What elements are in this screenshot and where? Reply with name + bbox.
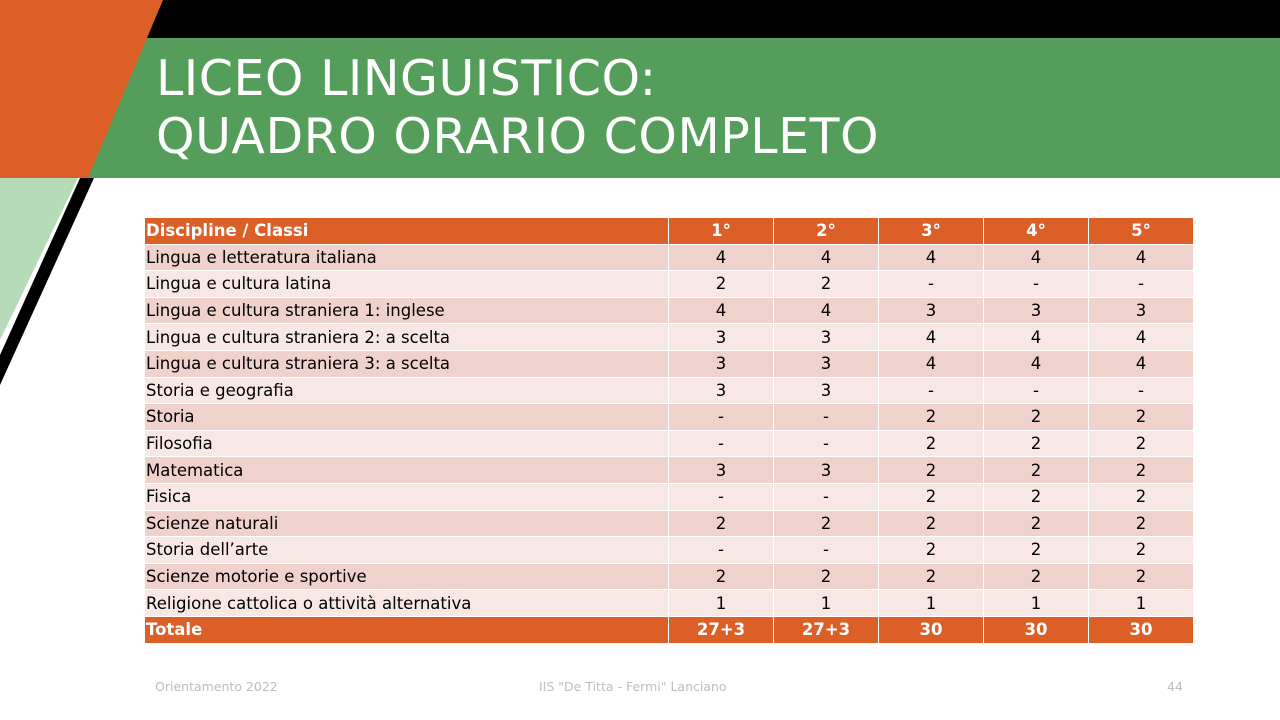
light-green-wedge xyxy=(0,178,78,340)
hours-cell: 2 xyxy=(669,510,774,537)
hours-cell: 2 xyxy=(1089,537,1194,564)
hours-cell: 2 xyxy=(879,404,984,431)
table-row xyxy=(145,297,1194,324)
hours-cell: 2 xyxy=(1089,563,1194,590)
subject-cell: Fisica xyxy=(145,483,669,510)
slide-title-line2: QUADRO ORARIO COMPLETO xyxy=(156,108,880,165)
hours-cell: 3 xyxy=(669,457,774,484)
hours-cell: - xyxy=(669,483,774,510)
slide-title xyxy=(156,50,879,166)
hours-cell: - xyxy=(669,404,774,431)
table-row xyxy=(145,457,1194,484)
hours-cell: 3 xyxy=(774,350,879,377)
footer-left: Orientamento 2022 xyxy=(155,679,278,694)
hours-cell: 2 xyxy=(1089,510,1194,537)
slide-title-line1: LICEO LINGUISTICO: xyxy=(156,50,657,107)
hours-cell: 4 xyxy=(879,350,984,377)
hours-cell: 3 xyxy=(774,377,879,404)
hours-cell: - xyxy=(774,483,879,510)
table-row xyxy=(145,324,1194,351)
header-class-1: 1° xyxy=(669,218,774,245)
hours-cell: 4 xyxy=(669,244,774,271)
hours-cell: 2 xyxy=(879,457,984,484)
table-header-row xyxy=(145,218,1194,245)
table-row xyxy=(145,377,1194,404)
hours-cell: 1 xyxy=(774,590,879,617)
table-row xyxy=(145,244,1194,271)
header-class-2: 2° xyxy=(774,218,879,245)
footer-center: IIS "De Titta - Fermi" Lanciano xyxy=(539,679,727,694)
subject-cell: Matematica xyxy=(145,457,669,484)
hours-cell: - xyxy=(984,377,1089,404)
subject-cell: Religione cattolica o attività alternativa xyxy=(145,590,669,617)
hours-cell: 2 xyxy=(984,483,1089,510)
hours-cell: 4 xyxy=(774,297,879,324)
total-row xyxy=(145,616,1194,643)
hours-cell: 1 xyxy=(879,590,984,617)
header-class-5: 5° xyxy=(1089,218,1194,245)
hours-cell: 1 xyxy=(1089,590,1194,617)
slide-number: 44 xyxy=(1167,679,1183,694)
header-class-4: 4° xyxy=(984,218,1089,245)
hours-cell: 2 xyxy=(669,563,774,590)
hours-cell: 3 xyxy=(669,350,774,377)
total-class-2: 27+3 xyxy=(774,616,879,643)
table-row xyxy=(145,483,1194,510)
header-disciplines: Discipline / Classi xyxy=(145,218,669,245)
table-row xyxy=(145,510,1194,537)
hours-cell: 3 xyxy=(1089,297,1194,324)
hours-cell: - xyxy=(1089,271,1194,298)
hours-cell: 2 xyxy=(879,430,984,457)
hours-cell: - xyxy=(774,537,879,564)
table-row xyxy=(145,350,1194,377)
hours-cell: 3 xyxy=(669,377,774,404)
subject-cell: Scienze naturali xyxy=(145,510,669,537)
hours-cell: 2 xyxy=(774,271,879,298)
hours-cell: 2 xyxy=(984,457,1089,484)
table-row xyxy=(145,537,1194,564)
hours-cell: 2 xyxy=(879,483,984,510)
hours-cell: 3 xyxy=(774,324,879,351)
subject-cell: Lingua e cultura straniera 3: a scelta xyxy=(145,350,669,377)
subject-cell: Storia xyxy=(145,404,669,431)
hours-cell: - xyxy=(1089,377,1194,404)
subject-cell: Lingua e letteratura italiana xyxy=(145,244,669,271)
hours-cell: 2 xyxy=(774,510,879,537)
hours-cell: 4 xyxy=(1089,350,1194,377)
hours-cell: - xyxy=(669,537,774,564)
hours-cell: 4 xyxy=(879,324,984,351)
hours-cell: 2 xyxy=(879,563,984,590)
hours-cell: 2 xyxy=(1089,457,1194,484)
hours-cell: 4 xyxy=(1089,324,1194,351)
subject-cell: Scienze motorie e sportive xyxy=(145,563,669,590)
hours-cell: 4 xyxy=(879,244,984,271)
subject-cell: Lingua e cultura straniera 1: inglese xyxy=(145,297,669,324)
hours-cell: 4 xyxy=(984,324,1089,351)
hours-cell: - xyxy=(879,377,984,404)
header-class-3: 3° xyxy=(879,218,984,245)
hours-cell: 3 xyxy=(774,457,879,484)
table-row xyxy=(145,271,1194,298)
total-class-5: 30 xyxy=(1089,616,1194,643)
total-class-4: 30 xyxy=(984,616,1089,643)
table-body xyxy=(145,244,1194,616)
hours-cell: 2 xyxy=(774,563,879,590)
subject-cell: Storia dell’arte xyxy=(145,537,669,564)
total-class-1: 27+3 xyxy=(669,616,774,643)
table-row xyxy=(145,430,1194,457)
hours-cell: 2 xyxy=(1089,404,1194,431)
table-row xyxy=(145,590,1194,617)
hours-cell: 2 xyxy=(984,537,1089,564)
hours-cell: 4 xyxy=(1089,244,1194,271)
schedule-table xyxy=(144,217,1194,644)
table-row xyxy=(145,404,1194,431)
hours-cell: 1 xyxy=(669,590,774,617)
hours-cell: - xyxy=(984,271,1089,298)
hours-cell: - xyxy=(774,430,879,457)
top-black-bar xyxy=(0,0,1280,38)
hours-cell: 2 xyxy=(984,563,1089,590)
hours-cell: 4 xyxy=(774,244,879,271)
hours-cell: 2 xyxy=(669,271,774,298)
subject-cell: Lingua e cultura latina xyxy=(145,271,669,298)
hours-cell: 2 xyxy=(879,537,984,564)
hours-cell: 2 xyxy=(984,510,1089,537)
hours-cell: 2 xyxy=(984,430,1089,457)
hours-cell: 2 xyxy=(1089,430,1194,457)
total-label: Totale xyxy=(145,616,669,643)
hours-cell: 4 xyxy=(669,297,774,324)
hours-cell: - xyxy=(774,404,879,431)
hours-cell: 2 xyxy=(984,404,1089,431)
subject-cell: Filosofia xyxy=(145,430,669,457)
subject-cell: Lingua e cultura straniera 2: a scelta xyxy=(145,324,669,351)
hours-cell: 4 xyxy=(984,350,1089,377)
hours-cell: 1 xyxy=(984,590,1089,617)
table-row xyxy=(145,563,1194,590)
hours-cell: 2 xyxy=(1089,483,1194,510)
subject-cell: Storia e geografia xyxy=(145,377,669,404)
hours-cell: 3 xyxy=(879,297,984,324)
hours-cell: 4 xyxy=(984,244,1089,271)
total-class-3: 30 xyxy=(879,616,984,643)
hours-cell: - xyxy=(669,430,774,457)
hours-cell: 3 xyxy=(669,324,774,351)
hours-cell: - xyxy=(879,271,984,298)
hours-cell: 2 xyxy=(879,510,984,537)
hours-cell: 3 xyxy=(984,297,1089,324)
